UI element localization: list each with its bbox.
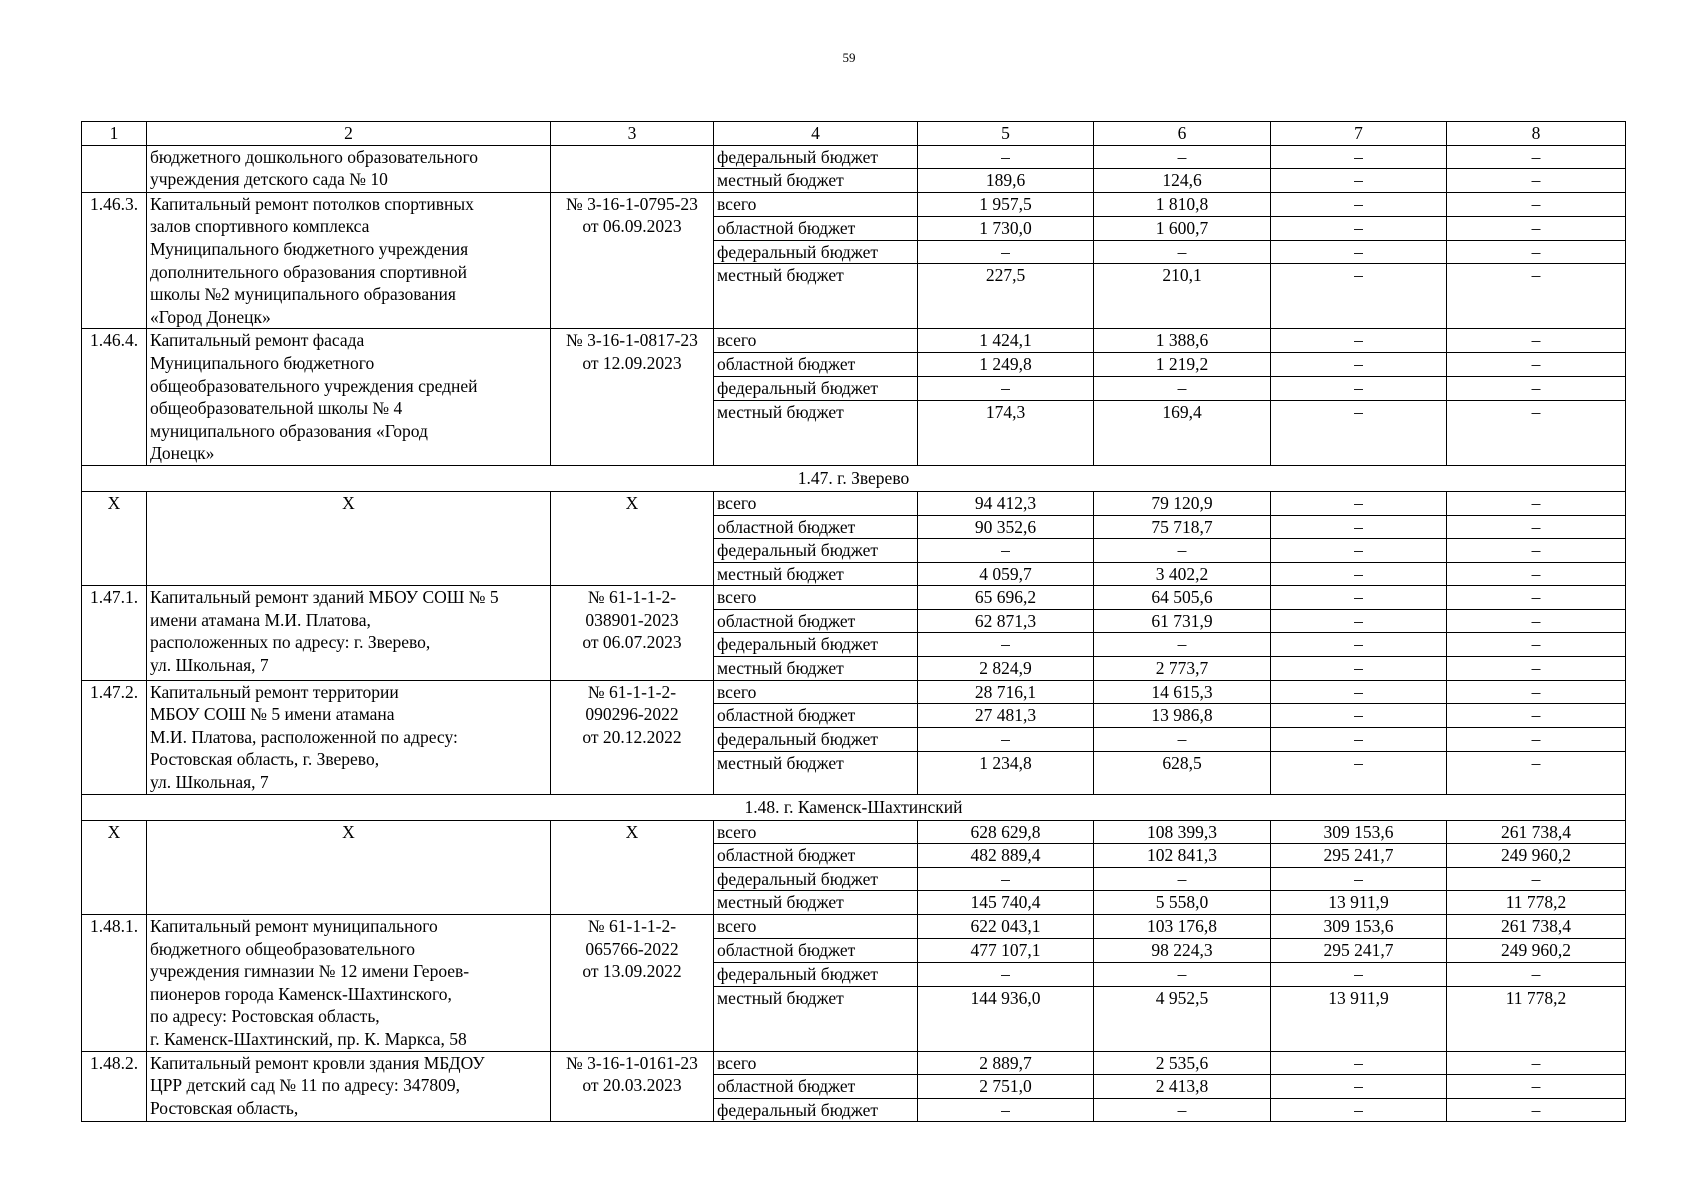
budget-source: федеральный бюджет	[714, 145, 918, 169]
description-line: по адресу: Ростовская область,	[150, 1006, 380, 1027]
budget-source: всего	[714, 820, 918, 844]
document-number	[551, 1051, 714, 1122]
item-description	[147, 586, 551, 680]
document-line: № 61-1-1-2-	[587, 916, 677, 936]
budget-source: местный бюджет	[714, 751, 918, 794]
document-line: № 3-16-1-0817-23	[566, 330, 698, 351]
value-col7: 295 241,7	[1271, 844, 1447, 868]
item-description	[147, 491, 551, 585]
item-number: 1.46.4.	[82, 329, 147, 466]
document-line: № 3-16-1-0161-23	[566, 1052, 698, 1073]
value-col8: –	[1447, 145, 1626, 169]
value-col8: –	[1447, 264, 1626, 329]
value-col7: –	[1271, 377, 1447, 401]
budget-source: всего	[714, 1051, 918, 1075]
value-col6: 4 952,5	[1094, 986, 1271, 1051]
budget-source: областной бюджет	[714, 216, 918, 240]
value-col7: –	[1271, 169, 1447, 193]
value-col5: 174,3	[918, 401, 1094, 466]
column-header: 7	[1271, 122, 1447, 146]
value-col6: 628,5	[1094, 751, 1271, 794]
value-col7: –	[1271, 539, 1447, 563]
value-col6: –	[1094, 145, 1271, 169]
item-number: X	[82, 491, 147, 585]
description-line: ЦРР детский сад № 11 по адресу: 347809,	[150, 1075, 460, 1096]
description-line: школы №2 муниципального образования	[150, 284, 456, 305]
value-col8: –	[1447, 491, 1626, 515]
value-col7: –	[1271, 680, 1447, 704]
value-col5: 28 716,1	[918, 680, 1094, 704]
value-col7: –	[1271, 353, 1447, 377]
document-line: 065766-2022	[585, 938, 679, 959]
section-title: 1.47. г. Зверево	[82, 465, 1626, 491]
column-header: 2	[147, 122, 551, 146]
item-description	[147, 820, 551, 914]
value-col7: –	[1271, 401, 1447, 466]
table-body	[82, 122, 1626, 1122]
document-line: X	[625, 492, 639, 513]
column-header: 5	[918, 122, 1094, 146]
description-line: Ростовская область,	[150, 1097, 299, 1118]
value-col6: –	[1094, 240, 1271, 264]
value-col6: 75 718,7	[1094, 515, 1271, 539]
description-line: муниципального образования «Город	[150, 420, 428, 441]
value-col8: –	[1447, 680, 1626, 704]
value-col5: –	[918, 727, 1094, 751]
item-description	[147, 192, 551, 329]
value-col5: 1 249,8	[918, 353, 1094, 377]
description-line: Муниципального бюджетного	[150, 352, 375, 373]
value-col8: 249 960,2	[1447, 938, 1626, 962]
budget-source: местный бюджет	[714, 264, 918, 329]
value-col7: –	[1271, 657, 1447, 681]
value-col7: –	[1271, 264, 1447, 329]
document-line: X	[625, 821, 639, 842]
budget-source: областной бюджет	[714, 515, 918, 539]
value-col6: –	[1094, 867, 1271, 891]
description-line: Муниципального бюджетного учреждения	[150, 238, 469, 259]
budget-source: всего	[714, 586, 918, 610]
value-col7: –	[1271, 192, 1447, 216]
value-col8: –	[1447, 401, 1626, 466]
value-col7: –	[1271, 1051, 1447, 1075]
description-line: бюджетного общеобразовательного	[150, 938, 415, 959]
description-line: М.И. Платова, расположенной по адресу:	[150, 726, 458, 747]
budget-source: областной бюджет	[714, 938, 918, 962]
item-number: 1.48.2.	[82, 1051, 147, 1122]
value-col6: –	[1094, 377, 1271, 401]
value-col6: 108 399,3	[1094, 820, 1271, 844]
value-col8: –	[1447, 727, 1626, 751]
description-line: имени атамана М.И. Платова,	[150, 609, 371, 630]
description-line: залов спортивного комплекса	[150, 216, 370, 237]
value-col7: –	[1271, 240, 1447, 264]
document-number	[551, 329, 714, 466]
table-row	[82, 192, 1626, 216]
section-row	[82, 465, 1626, 491]
value-col6: –	[1094, 962, 1271, 986]
value-col6: –	[1094, 633, 1271, 657]
budget-source: областной бюджет	[714, 844, 918, 868]
item-number: 1.46.3.	[82, 192, 147, 329]
budget-source: всего	[714, 192, 918, 216]
value-col5: 1 957,5	[918, 192, 1094, 216]
budget-source: местный бюджет	[714, 169, 918, 193]
value-col8: –	[1447, 1075, 1626, 1099]
value-col5: 628 629,8	[918, 820, 1094, 844]
budget-source: местный бюджет	[714, 891, 918, 915]
budget-source: всего	[714, 491, 918, 515]
budget-source: федеральный бюджет	[714, 633, 918, 657]
value-col8: 249 960,2	[1447, 844, 1626, 868]
description-line: расположенных по адресу: г. Зверево,	[150, 632, 431, 653]
column-header: 1	[82, 122, 147, 146]
value-col6: 102 841,3	[1094, 844, 1271, 868]
value-col5: 2 751,0	[918, 1075, 1094, 1099]
budget-table	[81, 121, 1626, 1122]
value-col6: –	[1094, 539, 1271, 563]
value-col8: –	[1447, 353, 1626, 377]
value-col7: 295 241,7	[1271, 938, 1447, 962]
document-line: № 3-16-1-0795-23	[566, 193, 698, 214]
value-col7: –	[1271, 727, 1447, 751]
budget-source: федеральный бюджет	[714, 539, 918, 563]
budget-source: местный бюджет	[714, 401, 918, 466]
value-col7: –	[1271, 962, 1447, 986]
value-col8: –	[1447, 1098, 1626, 1122]
value-col8: –	[1447, 704, 1626, 728]
value-col7: –	[1271, 515, 1447, 539]
description-line: пионеров города Каменск-Шахтинского,	[150, 983, 452, 1004]
value-col6: 2 535,6	[1094, 1051, 1271, 1075]
value-col8: 11 778,2	[1447, 986, 1626, 1051]
value-col5: 90 352,6	[918, 515, 1094, 539]
description-line: бюджетного дошкольного образовательного	[150, 146, 479, 167]
column-header: 6	[1094, 122, 1271, 146]
value-col5: –	[918, 867, 1094, 891]
document-line: от 20.12.2022	[582, 726, 682, 747]
table-row	[82, 820, 1626, 844]
budget-source: федеральный бюджет	[714, 867, 918, 891]
value-col6: 2 773,7	[1094, 657, 1271, 681]
budget-source: всего	[714, 329, 918, 353]
value-col8: –	[1447, 329, 1626, 353]
description-line: X	[342, 821, 355, 842]
value-col8: –	[1447, 515, 1626, 539]
document-number	[551, 491, 714, 585]
document-line: от 06.09.2023	[582, 216, 682, 237]
description-line: Капитальный ремонт фасада	[150, 330, 365, 351]
budget-source: областной бюджет	[714, 1075, 918, 1099]
value-col7: 309 153,6	[1271, 820, 1447, 844]
value-col5: 27 481,3	[918, 704, 1094, 728]
value-col8: –	[1447, 192, 1626, 216]
value-col6: 2 413,8	[1094, 1075, 1271, 1099]
value-col6: 1 810,8	[1094, 192, 1271, 216]
table-row	[82, 1051, 1626, 1075]
value-col5: –	[918, 1098, 1094, 1122]
value-col8: –	[1447, 867, 1626, 891]
document-line: 038901-2023	[585, 609, 679, 630]
header-row	[82, 122, 1626, 146]
value-col5: –	[918, 539, 1094, 563]
value-col5: 482 889,4	[918, 844, 1094, 868]
value-col7: –	[1271, 867, 1447, 891]
value-col8: –	[1447, 539, 1626, 563]
value-col6: 169,4	[1094, 401, 1271, 466]
value-col6: 61 731,9	[1094, 609, 1271, 633]
value-col8: –	[1447, 1051, 1626, 1075]
item-number: X	[82, 820, 147, 914]
table-row	[82, 586, 1626, 610]
value-col5: 65 696,2	[918, 586, 1094, 610]
value-col5: –	[918, 145, 1094, 169]
description-line: Капитальный ремонт зданий МБОУ СОШ № 5	[150, 587, 499, 608]
value-col5: 2 889,7	[918, 1051, 1094, 1075]
value-col5: 189,6	[918, 169, 1094, 193]
document-number	[551, 145, 714, 192]
budget-source: областной бюджет	[714, 704, 918, 728]
value-col5: 4 059,7	[918, 562, 1094, 586]
value-col6: 64 505,6	[1094, 586, 1271, 610]
description-line: «Город Донецк»	[150, 306, 271, 327]
budget-source: федеральный бюджет	[714, 1098, 918, 1122]
value-col7: –	[1271, 216, 1447, 240]
description-line: МБОУ СОШ № 5 имени атамана	[150, 704, 395, 725]
item-description	[147, 329, 551, 466]
budget-source: местный бюджет	[714, 562, 918, 586]
value-col7: 13 911,9	[1271, 891, 1447, 915]
document-line: от 12.09.2023	[582, 352, 682, 373]
item-number	[82, 145, 147, 192]
table-row	[82, 491, 1626, 515]
value-col6: 98 224,3	[1094, 938, 1271, 962]
value-col8: –	[1447, 751, 1626, 794]
value-col8: –	[1447, 562, 1626, 586]
value-col5: 1 730,0	[918, 216, 1094, 240]
budget-source: всего	[714, 915, 918, 939]
description-line: Капитальный ремонт потолков спортивных	[150, 193, 474, 214]
budget-source: федеральный бюджет	[714, 377, 918, 401]
value-col5: 2 824,9	[918, 657, 1094, 681]
value-col5: 62 871,3	[918, 609, 1094, 633]
value-col7: –	[1271, 1075, 1447, 1099]
document-line: от 20.03.2023	[582, 1075, 682, 1096]
value-col6: 3 402,2	[1094, 562, 1271, 586]
value-col8: –	[1447, 169, 1626, 193]
value-col7: –	[1271, 145, 1447, 169]
value-col7: 13 911,9	[1271, 986, 1447, 1051]
value-col5: 1 424,1	[918, 329, 1094, 353]
item-description	[147, 145, 551, 192]
value-col8: 11 778,2	[1447, 891, 1626, 915]
table-row	[82, 680, 1626, 704]
document-number	[551, 586, 714, 680]
value-col8: –	[1447, 657, 1626, 681]
value-col7: –	[1271, 609, 1447, 633]
value-col7: –	[1271, 633, 1447, 657]
value-col7: –	[1271, 704, 1447, 728]
budget-source: областной бюджет	[714, 609, 918, 633]
value-col5: –	[918, 633, 1094, 657]
description-line: Ростовская область, г. Зверево,	[150, 749, 380, 770]
document-number	[551, 192, 714, 329]
value-col8: 261 738,4	[1447, 820, 1626, 844]
document-line: 090296-2022	[585, 704, 679, 725]
value-col6: –	[1094, 727, 1271, 751]
value-col5: 94 412,3	[918, 491, 1094, 515]
value-col6: 210,1	[1094, 264, 1271, 329]
value-col6: 1 388,6	[1094, 329, 1271, 353]
value-col7: 309 153,6	[1271, 915, 1447, 939]
description-line: учреждения гимназии № 12 имени Героев-	[150, 961, 470, 982]
column-header: 8	[1447, 122, 1626, 146]
value-col6: 79 120,9	[1094, 491, 1271, 515]
document-number	[551, 915, 714, 1052]
page-number: 59	[842, 50, 856, 65]
value-col8: –	[1447, 216, 1626, 240]
description-line: Капитальный ремонт кровли здания МБДОУ	[150, 1052, 485, 1073]
budget-source: местный бюджет	[714, 986, 918, 1051]
document-number	[551, 680, 714, 794]
value-col6: 1 219,2	[1094, 353, 1271, 377]
budget-source: местный бюджет	[714, 657, 918, 681]
description-line: ул. Школьная, 7	[150, 655, 269, 676]
description-line: Капитальный ремонт муниципального	[150, 916, 438, 936]
column-header: 3	[551, 122, 714, 146]
value-col8: –	[1447, 609, 1626, 633]
value-col6: 13 986,8	[1094, 704, 1271, 728]
value-col7: –	[1271, 491, 1447, 515]
budget-source: всего	[714, 680, 918, 704]
value-col7: –	[1271, 1098, 1447, 1122]
value-col5: –	[918, 377, 1094, 401]
section-title: 1.48. г. Каменск-Шахтинский	[82, 794, 1626, 820]
item-description	[147, 1051, 551, 1122]
value-col8: –	[1447, 962, 1626, 986]
value-col5: –	[918, 962, 1094, 986]
document-number	[551, 820, 714, 914]
value-col7: –	[1271, 586, 1447, 610]
value-col6: 5 558,0	[1094, 891, 1271, 915]
document-line: № 61-1-1-2-	[587, 681, 677, 702]
value-col8: –	[1447, 586, 1626, 610]
value-col8: –	[1447, 633, 1626, 657]
value-col8: –	[1447, 240, 1626, 264]
item-number: 1.47.2.	[82, 680, 147, 794]
description-line: общеобразовательной школы № 4	[150, 398, 403, 419]
table-row	[82, 145, 1626, 169]
value-col6: –	[1094, 1098, 1271, 1122]
description-line: учреждения детского сада № 10	[150, 169, 388, 190]
value-col6: 1 600,7	[1094, 216, 1271, 240]
value-col7: –	[1271, 562, 1447, 586]
description-line: X	[342, 492, 355, 513]
value-col5: 477 107,1	[918, 938, 1094, 962]
description-line: Капитальный ремонт территории	[150, 681, 399, 702]
description-line: Донецк»	[150, 443, 215, 464]
description-line: общеобразовательного учреждения средней	[150, 375, 478, 396]
item-description	[147, 680, 551, 794]
value-col7: –	[1271, 329, 1447, 353]
value-col8: 261 738,4	[1447, 915, 1626, 939]
value-col6: 124,6	[1094, 169, 1271, 193]
column-header: 4	[714, 122, 918, 146]
document-line: от 06.07.2023	[582, 632, 682, 653]
value-col5: 1 234,8	[918, 751, 1094, 794]
description-line: ул. Школьная, 7	[150, 772, 269, 793]
budget-source: федеральный бюджет	[714, 962, 918, 986]
budget-source: федеральный бюджет	[714, 240, 918, 264]
value-col5: –	[918, 240, 1094, 264]
table-row	[82, 329, 1626, 353]
value-col5: 144 936,0	[918, 986, 1094, 1051]
value-col7: –	[1271, 751, 1447, 794]
section-row	[82, 794, 1626, 820]
item-number: 1.48.1.	[82, 915, 147, 1052]
value-col6: 103 176,8	[1094, 915, 1271, 939]
table-row	[82, 915, 1626, 939]
budget-source: областной бюджет	[714, 353, 918, 377]
value-col5: 622 043,1	[918, 915, 1094, 939]
description-line: г. Каменск-Шахтинский, пр. К. Маркса, 58	[150, 1028, 467, 1049]
document-line: № 61-1-1-2-	[587, 587, 677, 608]
item-number: 1.47.1.	[82, 586, 147, 680]
value-col8: –	[1447, 377, 1626, 401]
description-line: дополнительного образования спортивной	[150, 261, 467, 282]
item-description	[147, 915, 551, 1052]
budget-source: федеральный бюджет	[714, 727, 918, 751]
document-line: от 13.09.2022	[582, 961, 682, 982]
value-col5: 145 740,4	[918, 891, 1094, 915]
value-col6: 14 615,3	[1094, 680, 1271, 704]
value-col5: 227,5	[918, 264, 1094, 329]
